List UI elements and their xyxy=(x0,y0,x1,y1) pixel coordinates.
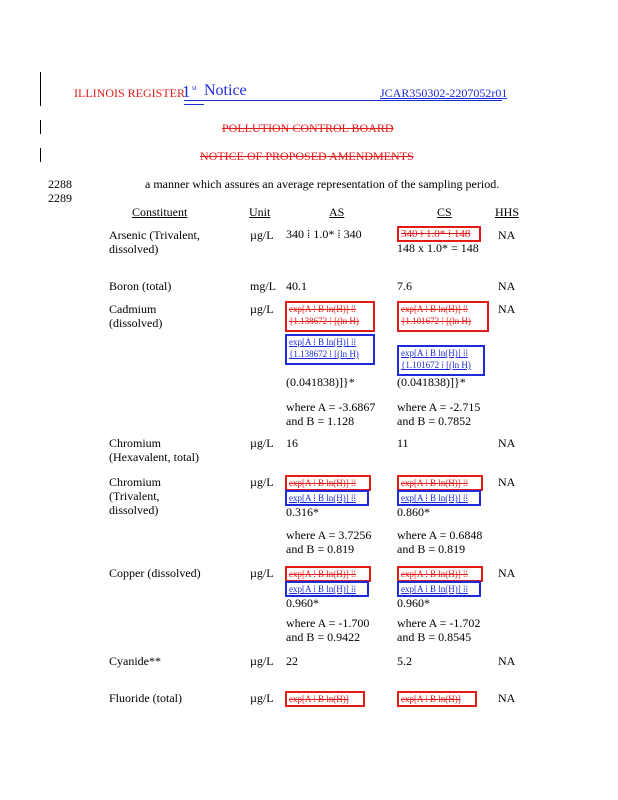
as-value: 40.1 xyxy=(286,279,307,293)
cs-value: 11 xyxy=(397,436,409,450)
column-cs: CS xyxy=(437,205,452,219)
unit-cell: µg/L xyxy=(250,566,274,580)
constituent-name: (Hexavalent, total) xyxy=(109,450,199,464)
as-value: 16 xyxy=(286,436,298,450)
cs-formula-deleted: exp[A ⁞ B ln(H)] ⁞⁞ xyxy=(397,475,483,491)
hhs-value: NA xyxy=(498,436,516,450)
constituent-name: dissolved) xyxy=(109,242,159,256)
hhs-value: NA xyxy=(498,279,516,293)
as-formula-inserted: exp[A ⁞ B ln(H)] ⁞⁞ xyxy=(285,581,369,597)
unit-cell: µg/L xyxy=(250,228,274,242)
cs-where: where A = -2.715 xyxy=(397,400,481,414)
hhs-value: NA xyxy=(498,691,516,705)
as-value: 22 xyxy=(286,654,298,668)
as-formula-deleted: exp[A ⁞ B ln(H)] ⁞⁞ xyxy=(285,566,371,582)
hhs-value: NA xyxy=(498,475,516,489)
notice-underline-2 xyxy=(184,104,204,105)
line-number: 2288 xyxy=(48,177,72,191)
hhs-value: NA xyxy=(498,654,516,668)
as-where: and B = 1.128 xyxy=(286,414,355,428)
constituent-name: Cadmium xyxy=(109,302,157,316)
cs-where: where A = -1.702 xyxy=(397,616,481,630)
unit-cell: µg/L xyxy=(250,436,274,450)
constituent-name: Arsenic (Trivalent, xyxy=(109,228,200,242)
cs-where: and B = 0.819 xyxy=(397,542,466,556)
cs-value: 7.6 xyxy=(397,279,412,293)
as-formula-deleted: exp[A ⁞ B ln(H)] ⁞⁞ {1.138672 ⁞ [(ln H) xyxy=(285,301,375,332)
change-bar xyxy=(40,120,41,134)
cs-where: and B = 0.8545 xyxy=(397,630,472,644)
cs-formula-inserted: exp[A ⁞ B ln(H)] ⁞⁞ xyxy=(397,581,481,597)
cs-formula-inserted: exp[A ⁞ B ln(H)] ⁞⁞ xyxy=(397,490,481,506)
cs-formula-inserted: exp[A ⁞ B ln(H)] ⁞⁞ {1.101672 ⁞ [(ln H) xyxy=(397,345,485,376)
notice-title: NOTICE OF PROPOSED AMENDMENTS xyxy=(200,149,414,163)
unit-cell: µg/L xyxy=(250,654,274,668)
cs-where: and B = 0.7852 xyxy=(397,414,472,428)
constituent-name: Boron (total) xyxy=(109,279,172,293)
cs-formula-tail: 0.960* xyxy=(397,596,430,610)
hhs-value: NA xyxy=(498,566,516,580)
superscript-suffix: st xyxy=(192,84,197,92)
as-value: 340 ⁞ 1.0* ⁞ 340 xyxy=(286,227,362,241)
cs-value-deleted: 340 ⁞ 1.0* ⁞ 148 xyxy=(397,226,481,242)
as-where: where A = -3.6867 xyxy=(286,400,376,414)
as-formula-inserted: exp[A ⁞ B ln(H)] ⁞⁞ {1.138672 ⁞ [(ln H) xyxy=(285,334,375,365)
constituent-name: dissolved) xyxy=(109,503,159,517)
cs-value: 5.2 xyxy=(397,654,412,668)
constituent-name: Cyanide** xyxy=(109,654,161,668)
change-bar xyxy=(40,72,41,106)
cs-formula-tail: 0.860* xyxy=(397,505,430,519)
constituent-name: (dissolved) xyxy=(109,316,163,330)
constituent-name: Copper (dissolved) xyxy=(109,566,201,580)
as-formula-deleted: exp[A ⁞ B ln(H)] xyxy=(285,691,365,707)
as-formula-tail: 0.316* xyxy=(286,505,319,519)
as-formula-inserted: exp[A ⁞ B ln(H)] ⁞⁞ xyxy=(285,490,369,506)
constituent-name: Chromium xyxy=(109,436,162,450)
column-as: AS xyxy=(329,205,345,219)
line-number: 2289 xyxy=(48,191,72,205)
column-hhs: HHS xyxy=(495,205,520,219)
unit-cell: µg/L xyxy=(250,302,274,316)
jcar-reference: JCAR350302-2207052r01 xyxy=(380,86,508,100)
cs-formula-tail: (0.041838)]}* xyxy=(397,375,466,389)
intro-text: a manner which assures an average representation of the sampling period. xyxy=(145,177,500,191)
cs-formula-deleted: exp[A ⁞ B ln(H)] ⁞⁞ {1.101672 ⁞ [(ln H) xyxy=(397,301,489,332)
column-constituent: Constituent xyxy=(132,205,188,219)
as-formula-deleted: exp[A ⁞ B ln(H)] ⁞⁞ xyxy=(285,475,371,491)
as-formula-tail: (0.041838)]}* xyxy=(286,375,355,389)
unit-cell: mg/L xyxy=(250,279,276,293)
unit-cell: µg/L xyxy=(250,691,274,705)
cs-where: where A = 0.6848 xyxy=(397,528,483,542)
constituent-name: Fluoride (total) xyxy=(109,691,182,705)
cs-value: 148 x 1.0* = 148 xyxy=(397,241,479,255)
constituent-name: Chromium xyxy=(109,475,162,489)
as-where: where A = 3.7256 xyxy=(286,528,372,542)
column-unit: Unit xyxy=(249,205,271,219)
hhs-value: NA xyxy=(498,228,516,242)
unit-cell: µg/L xyxy=(250,475,274,489)
superscript-number: 1 xyxy=(182,82,191,101)
as-where: where A = -1.700 xyxy=(286,616,370,630)
cs-formula-deleted: exp[A ⁞ B ln(H)] ⁞⁞ xyxy=(397,566,483,582)
notice-label: Notice xyxy=(204,82,247,99)
hhs-value: NA xyxy=(498,302,516,316)
constituent-name: (Trivalent, xyxy=(109,489,160,503)
as-where: and B = 0.819 xyxy=(286,542,355,556)
board-name: POLLUTION CONTROL BOARD xyxy=(222,121,394,135)
as-formula-tail: 0.960* xyxy=(286,596,319,610)
change-bar xyxy=(40,148,41,162)
register-title: ILLINOIS REGISTER xyxy=(74,86,185,100)
as-where: and B = 0.9422 xyxy=(286,630,361,644)
cs-formula-deleted: exp[A ⁞ B ln(H)] xyxy=(397,691,477,707)
